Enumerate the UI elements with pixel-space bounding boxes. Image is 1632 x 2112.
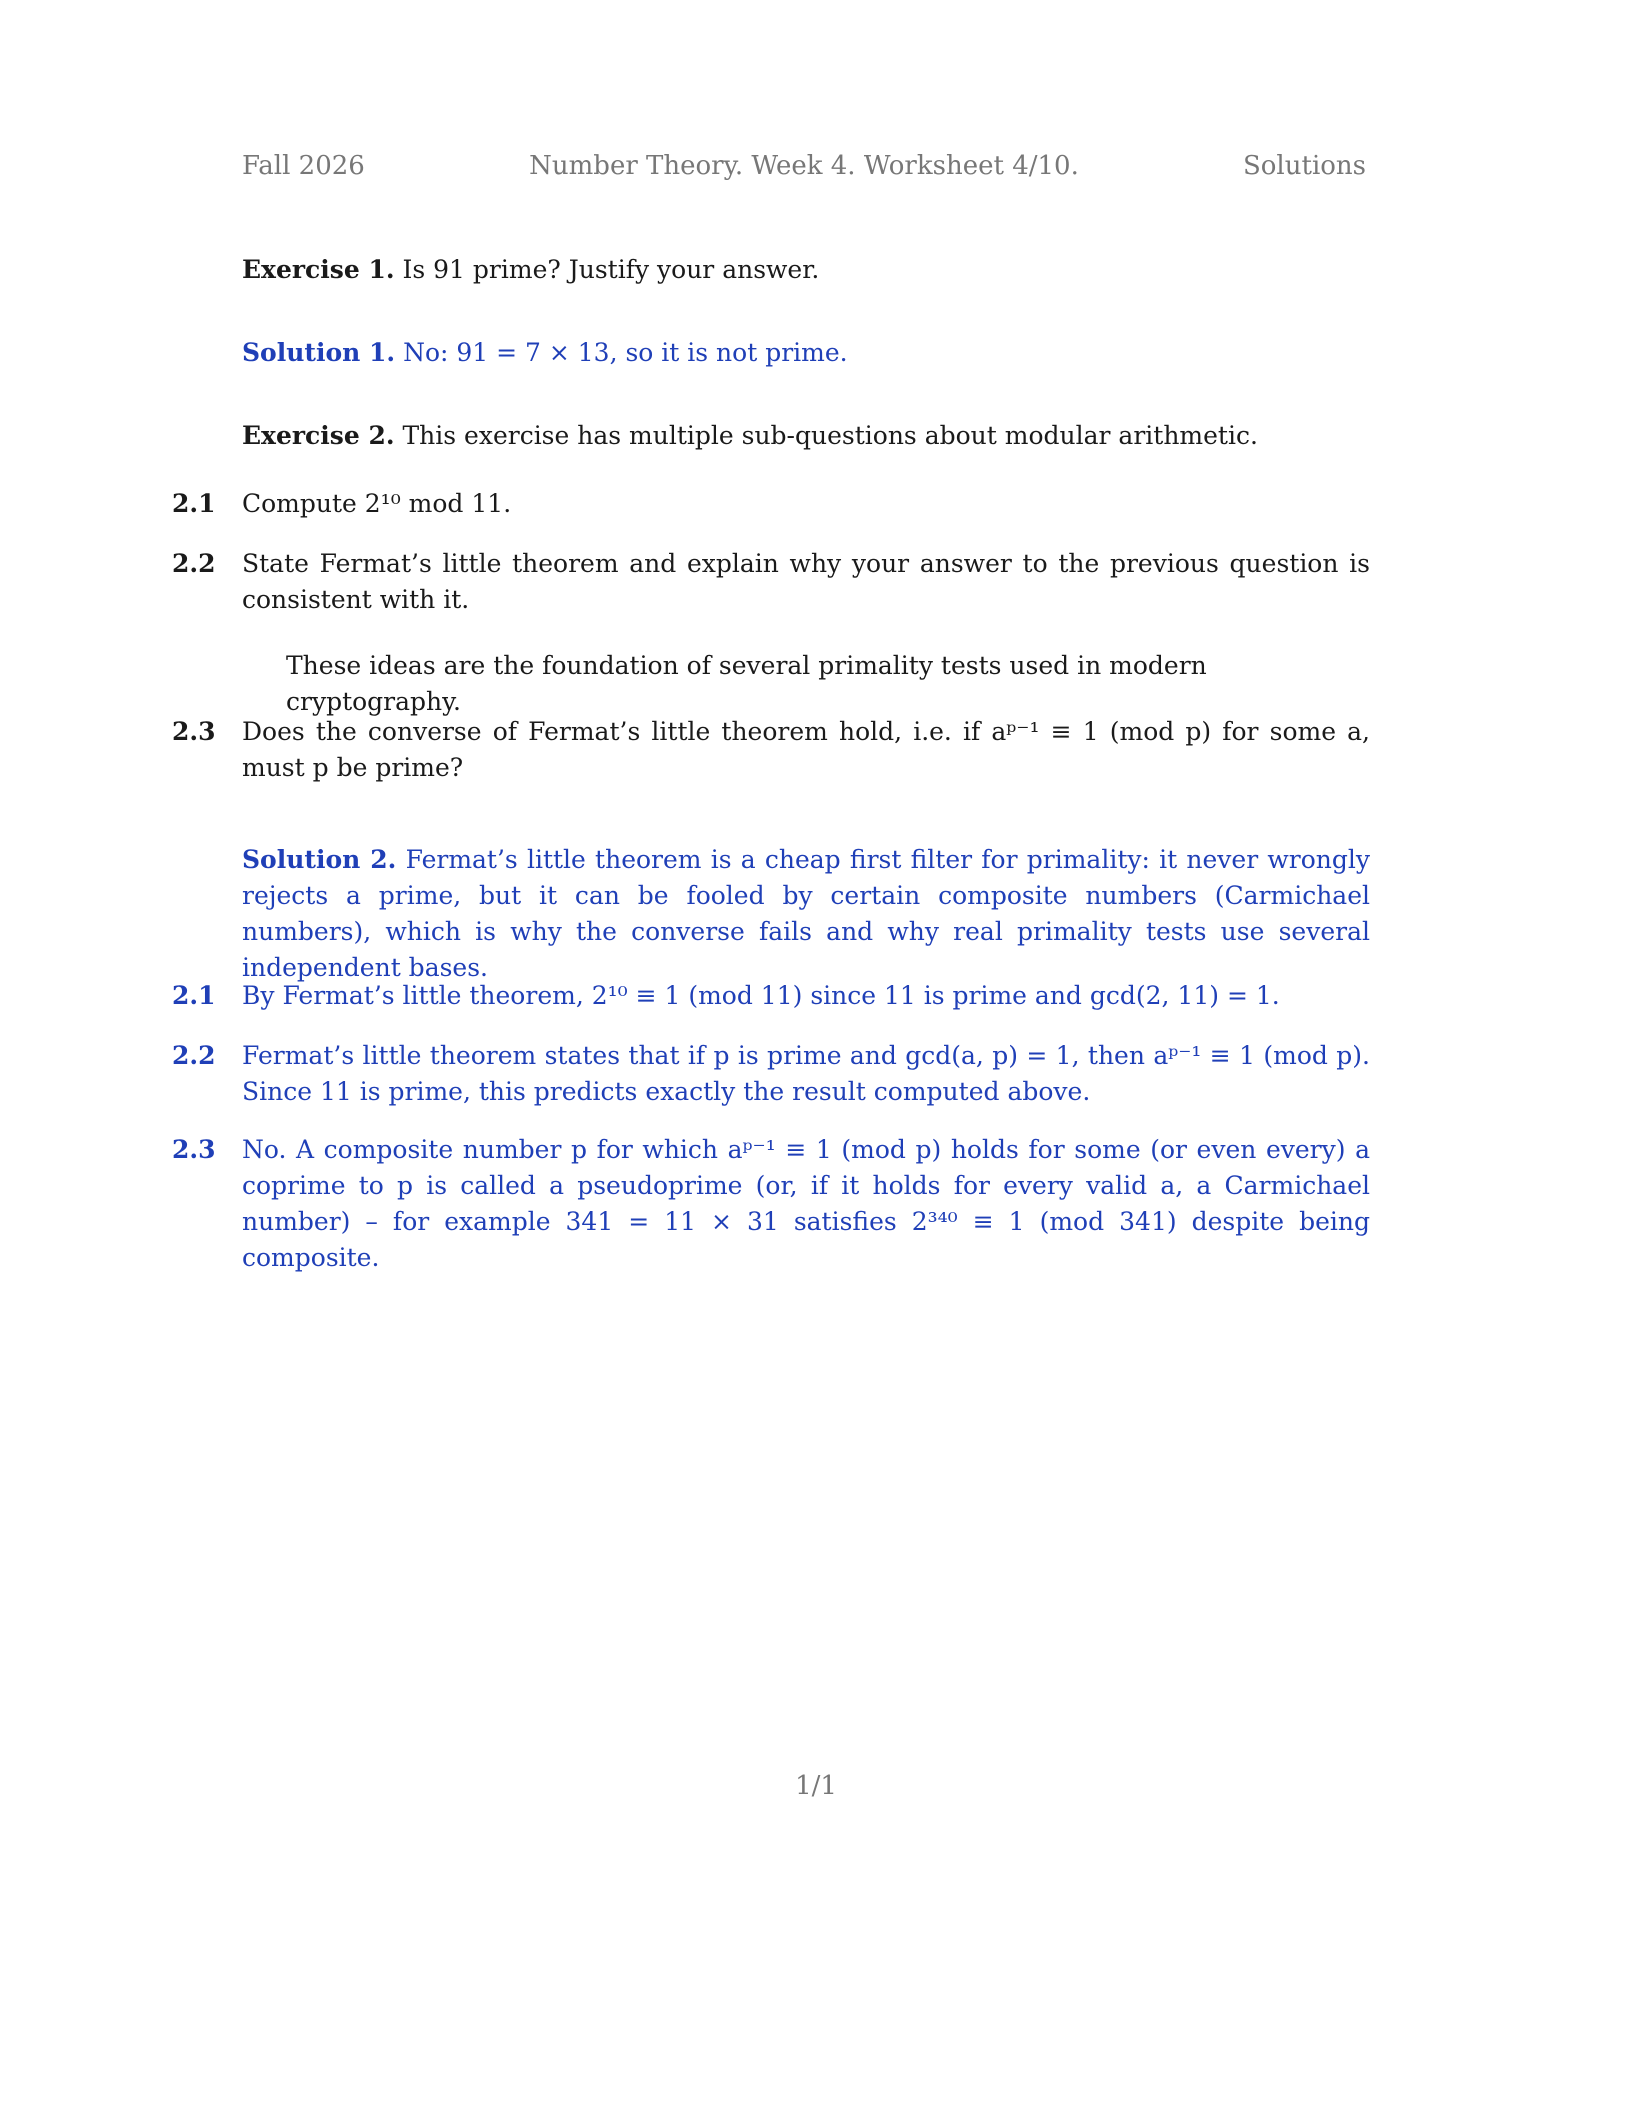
item-text: Fermat’s little theorem states that if p is prime and gcd(a, p) = 1, then aᵖ⁻¹ ≡ 1 (mod p). Since 11 is prime, this predicts exactly the result computed above. (242, 1041, 1370, 1106)
item-text: Compute 2¹⁰ mod 11. (242, 489, 512, 518)
header-term: Fall 2026 (242, 151, 365, 181)
item-text: By Fermat’s little theorem, 2¹⁰ ≡ 1 (mod 11) since 11 is prime and gcd(2, 11) = 1. (242, 981, 1280, 1010)
exercise-1-label: Exercise 1. (242, 255, 395, 284)
page-header (242, 148, 1366, 188)
item-text: State Fermat’s little theorem and explain why your answer to the previous question is consistent with it. (242, 549, 1370, 614)
page-number: 1/1 (795, 1771, 837, 1801)
header-title: Number Theory. Week 4. Worksheet 4/10. (529, 151, 1079, 181)
item-number: 2.3 (172, 1135, 216, 1164)
exercise-1-text: Is 91 prime? Justify your answer. (402, 255, 820, 284)
item-number: 2.3 (172, 717, 216, 746)
solution-2-label: Solution 2. (242, 845, 397, 874)
exercise-2 (242, 418, 1370, 454)
exercise-1 (242, 252, 1370, 288)
solution-2-text: Fermat’s little theorem is a cheap first filter for primality: it never wrongly rejects a prime, but it can be fooled by certain composite numbers (Carmichael numbers), which is why the converse fails and why real primality tests use several independent bases. (242, 845, 1370, 982)
solution-2 (242, 842, 1370, 986)
exercise-2-label: Exercise 2. (242, 421, 395, 450)
solution-1-text: No: 91 = 7 × 13, so it is not prime. (403, 338, 848, 367)
item-text: Does the converse of Fermat’s little theorem hold, i.e. if aᵖ⁻¹ ≡ 1 (mod p) for some a, must p be prime? (242, 717, 1370, 782)
exercise-2-text: This exercise has multiple sub-questions about modular arithmetic. (402, 421, 1258, 450)
solution-1-label: Solution 1. (242, 338, 396, 367)
item-number: 2.2 (172, 549, 216, 578)
header-solutions: Solutions (1242, 151, 1366, 181)
item-number: 2.1 (172, 981, 216, 1010)
item-number: 2.1 (172, 489, 216, 518)
item-text: No. A composite number p for which aᵖ⁻¹ ≡ 1 (mod p) holds for some (or even every) a coprime to p is called a pseudoprime (or, if it holds for every valid a, a Carmichael number) – for example 341 = 11 × 31 satisfies 2³⁴⁰ ≡ 1 (mod 341) despite being composite. (242, 1135, 1370, 1272)
item-number: 2.2 (172, 1041, 216, 1070)
solution-1 (242, 335, 1370, 371)
exercise-2-note: These ideas are the foundation of several primality tests used in modern cryptography. (286, 651, 1207, 716)
